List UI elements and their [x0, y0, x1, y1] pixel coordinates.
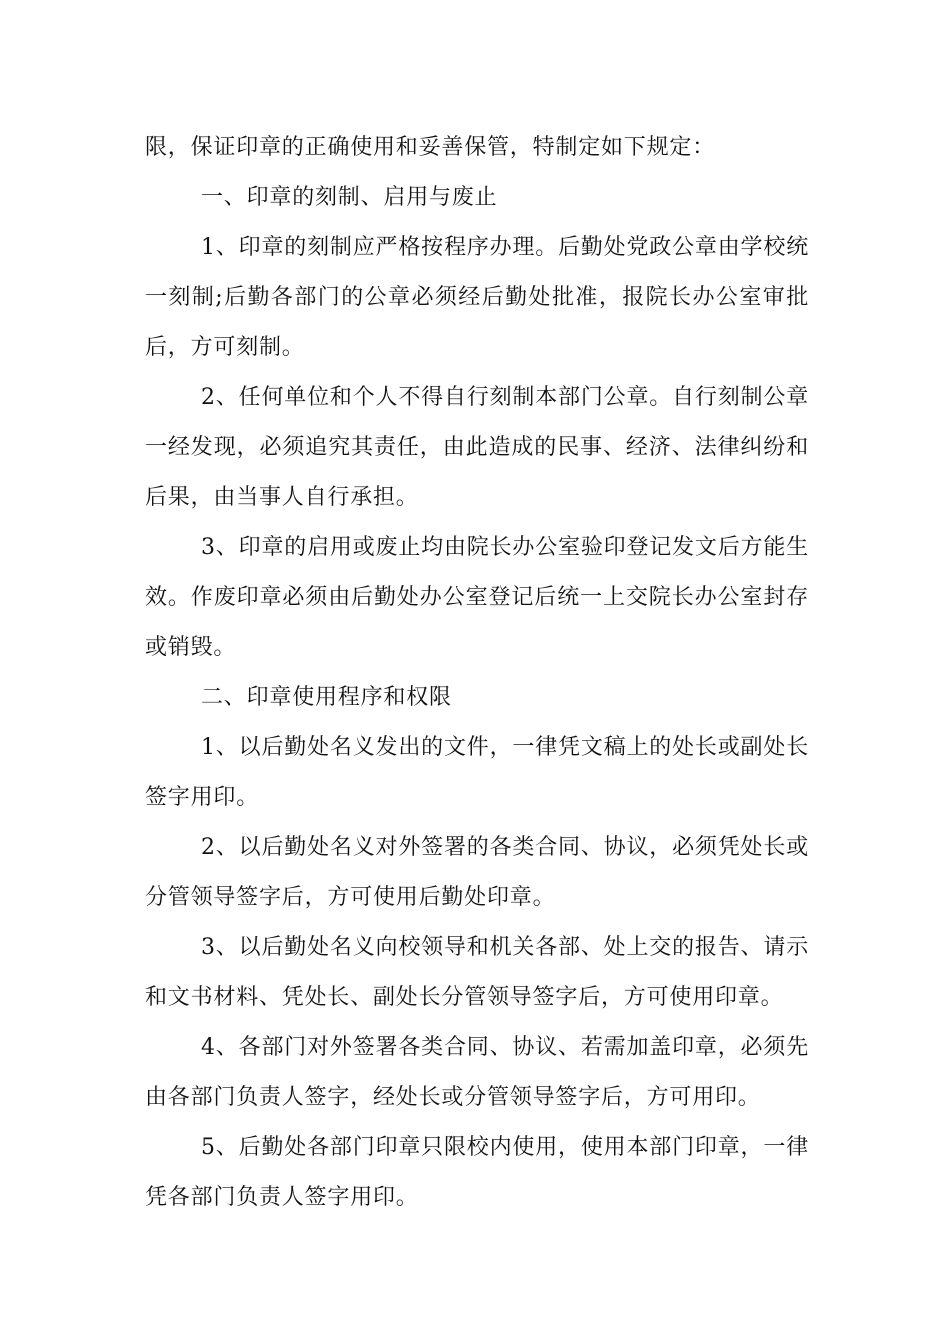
paragraph-intro-continuation: 限，保证印章的正确使用和妥善保管，特制定如下规定：: [145, 135, 716, 160]
paragraph-2-5: 5、后勤处各部门印章只限校内使用，使用本部门印章，一律凭各部门负责人签字用印。: [145, 1135, 809, 1210]
paragraph-2-1: 1、以后勤处名义发出的文件，一律凭文稿上的处长或副处长签字用印。: [145, 735, 809, 810]
section-heading-2: 二、印章使用程序和权限: [201, 685, 452, 710]
paragraph-1-2: 2、任何单位和个人不得自行刻制本部门公章。自行刻制公章一经发现，必须追究其责任，由此造成的民事、经济、法律纠纷和后果，由当事人自行承担。: [145, 385, 809, 510]
paragraph-2-2: 2、以后勤处名义对外签署的各类合同、协议，必须凭处长或分管领导签字后，方可使用后勤处印章。: [145, 835, 809, 910]
section-heading-1: 一、印章的刻制、启用与废止: [201, 185, 498, 210]
paragraph-2-3: 3、以后勤处名义向校领导和机关各部、处上交的报告、请示和文书材料、凭处长、副处长分管领导签字后，方可使用印章。: [145, 935, 809, 1010]
paragraph-1-1: 1、印章的刻制应严格按程序办理。后勤处党政公章由学校统一刻制;后勤各部门的公章必须经后勤处批准，报院长办公室审批后，方可刻制。: [145, 235, 809, 360]
paragraph-1-3: 3、印章的启用或废止均由院长办公室验印登记发文后方能生效。作废印章必须由后勤处办公室登记后统一上交院长办公室封存或销毁。: [145, 535, 809, 660]
paragraph-2-4: 4、各部门对外签署各类合同、协议、若需加盖印章，必须先由各部门负责人签字，经处长或分管领导签字后，方可用印。: [145, 1035, 809, 1110]
document-page: [145, 123, 809, 1223]
